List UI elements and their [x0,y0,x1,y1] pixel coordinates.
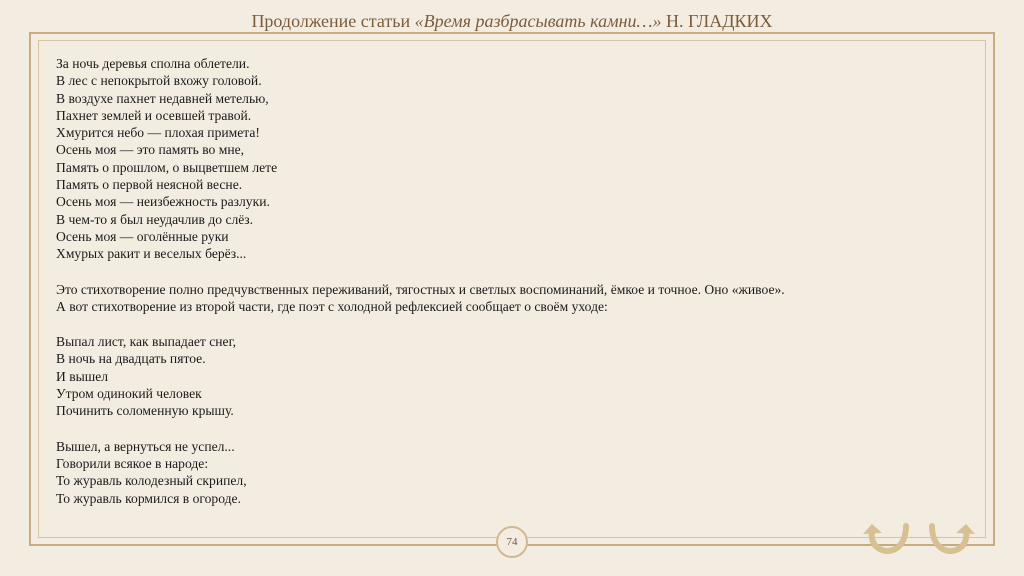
poem-line: Говорили всякое в народе: [56,455,209,471]
poem-line: В лес с непокрытой вхожу головой. [56,73,262,89]
poem-line: То журавль колодезный скрипел, [56,473,247,489]
page-number-badge [496,526,528,558]
article-text [56,55,956,507]
previous-slide-button[interactable] [862,522,914,558]
poem-line: Память о прошлом, о выцветшем лете [56,159,278,175]
slide-title [0,11,1024,32]
poem-line: Вышел, а вернуться не успел... [56,438,235,454]
poem-line: То журавль кормился в огороде. [56,490,241,506]
poem-line: Починить соломенную крышу. [56,403,234,419]
poem-line: В ночь на двадцать пятое. [56,351,206,367]
poem-line: Пахнет землей и осевшей травой. [56,107,252,123]
poem-block-1 [56,55,956,263]
poem-line: Выпал лист, как выпадает снег, [56,334,237,350]
poem-line: И вышел [56,368,109,384]
prose-line: Это стихотворение полно предчувственных переживаний, тягостных и светлых воспоминаний, ёмкое и точное. Оно «живое». [56,281,785,297]
poem-block-2 [56,333,956,419]
poem-line: Хмурится небо — плохая примета! [56,125,260,141]
poem-line: Утром одинокий человек [56,386,202,402]
curved-arrow-right-icon [924,522,976,558]
page-number: 74 [506,536,518,548]
poem-line: Осень моя — это память во мне, [56,142,245,158]
poem-line: В чем-то я был неудачлив до слёз. [56,211,254,227]
poem-line: Хмурых ракит и веселых берёз... [56,246,247,262]
title-author: Н. ГЛАДКИХ [661,11,773,31]
title-prefix: Продолжение статьи [251,11,415,31]
title-article: «Время разбрасывать камни…» [414,11,662,31]
poem-line: Память о первой неясной весне. [56,177,243,193]
prose-block [56,281,956,316]
poem-line: Осень моя — оголённые руки [56,228,229,244]
poem-line: Осень моя — неизбежность разлуки. [56,194,270,210]
poem-line: За ночь деревья сполна облетели. [56,56,250,71]
curved-arrow-left-icon [862,522,914,558]
poem-line: В воздухе пахнет недавней метелью, [56,90,269,106]
next-slide-button[interactable] [924,522,976,558]
poem-block-3 [56,438,956,507]
prose-line: А вот стихотворение из второй части, где поэт с холодной рефлексией сообщает о своём уходе: [56,298,608,314]
